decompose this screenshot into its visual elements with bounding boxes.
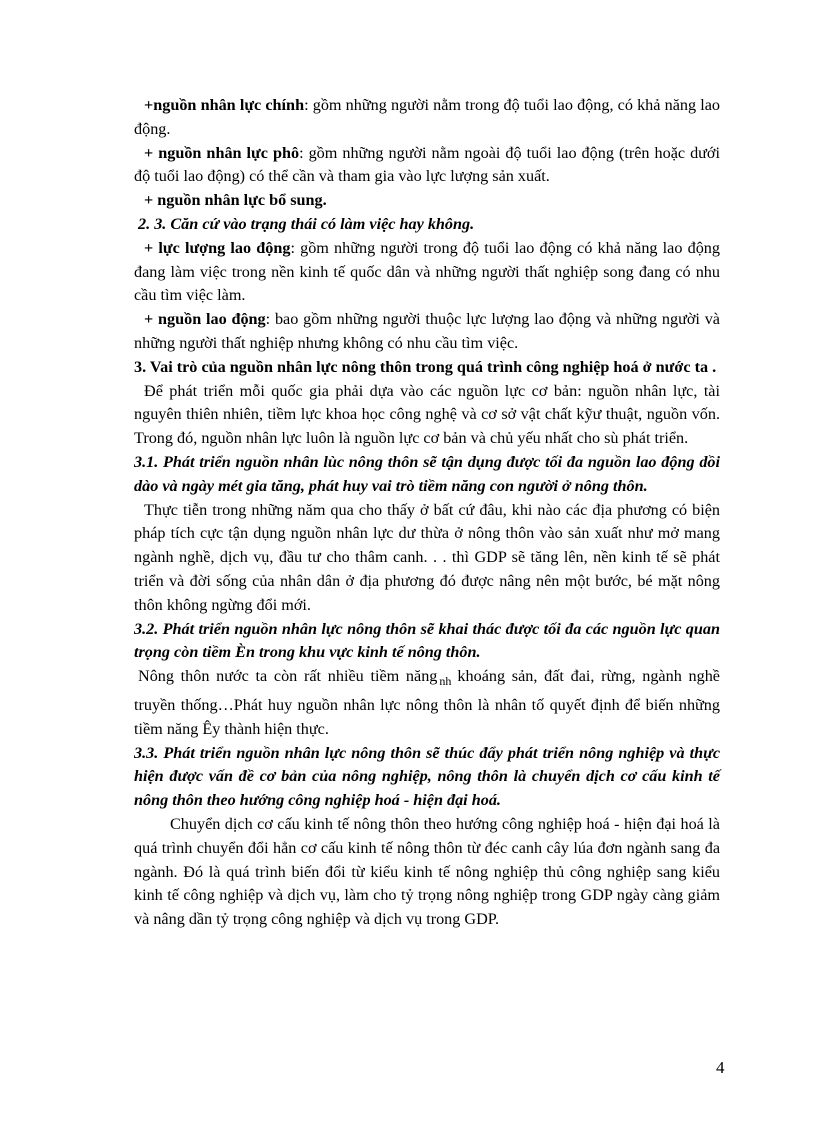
potential-text-a: Nông thôn nước ta còn rất nhiều tiềm năng <box>138 667 438 686</box>
heading-3-1: 3.1. Phát triển nguồn nhân lùc nông thôn sẽ tận dụng được tối đa nguồn lao động dồi dào và ngày mét gia tăng, phát huy vai trò tiềm năng con người ở nông thôn. <box>134 452 720 495</box>
potential-subscript: nh <box>439 674 452 689</box>
potential-text-b: khoáng sản, đất đai, rừng, ngành nghề truyền thống…Phát huy nguồn nhân lực nông thôn là nhân tố quyết định để biến những tiềm năng Êy thành hiện thực. <box>134 667 720 738</box>
term-labor-source: + nguồn lao động <box>144 310 266 329</box>
paragraph-supplementary-workforce <box>134 189 720 213</box>
heading-2-3: 2. 3. Căn cứ vào trạng thái có làm việc hay không. <box>138 214 475 233</box>
paragraph-labor-source <box>134 308 720 356</box>
term-main-workforce: +nguồn nhân lực chính <box>144 96 305 114</box>
paragraph-rural-potential <box>134 665 720 741</box>
definition-labor-source: : bao gồm những người thuộc lực lượng lao động và những người và những người thất nghiệp nhưng không có nhu cầu tìm việc. <box>134 310 720 352</box>
paragraph-restructuring: Chuyển dịch cơ cấu kinh tế nông thôn theo hướng công nghiệp hoá - hiện đại hoá là quá trình chuyển đổi hẳn cơ cấu kinh tế nông thôn từ đéc canh cây lúa đơn ngành sang đa ngành. Đó là quá trình biến đổi từ kiểu kinh tế nông nghiệp thủ công nghiệp sang kiểu kinh tế công nghiệp và dịch vụ, làm cho tỷ trọng nông nghiệp trong GDP ngày càng giảm và nâng dần tỷ trọng công nghiệp và dịch vụ trong GDP. <box>134 814 720 929</box>
term-supplementary-workforce: + nguồn nhân lực bổ sung. <box>144 191 327 210</box>
paragraph-secondary-workforce <box>134 142 720 190</box>
heading-3-3: 3.3. Phát triển nguồn nhân lực nông thôn sẽ thúc đẩy phát triển nông nghiệp và thực hiện được vấn đề cơ bản của nông nghiệp, nông thôn là chuyển dịch cơ cấu kinh tế nông thôn theo hướng công nghiệp hoá - hiện đại hoá. <box>134 743 720 810</box>
term-secondary-workforce: + nguồn nhân lực phô <box>144 143 300 162</box>
paragraph-practice: Thực tiễn trong những năm qua cho thấy ở bất cứ đâu, khi nào các địa phương có biện pháp tích cực tận dụng nguồn nhân lực dư thừa ở nông thôn vào sản xuất như mở mang ngành nghề, dịch vụ, đầu tư cho thâm canh. . . thì GDP sẽ tăng lên, nền kinh tế sẽ phát triển và đời sống của nhân dân ở địa phương đó được nâng nên một bước, bé mặt nông thôn không ngừng đổi mới. <box>134 500 720 614</box>
heading-3-2: 3.2. Phát triển nguồn nhân lực nông thôn sẽ khai thác được tối đa các nguồn lực quan trọng còn tiềm Èn trong khu vực kinh tế nông thôn. <box>134 619 720 662</box>
paragraph-development-resources: Để phát triển mỗi quốc gia phải dựa vào các nguồn lực cơ bản: nguồn nhân lực, tài nguyên thiên nhiên, tiềm lực khoa học công nghệ và cơ sở vật chất kỹư thuật, nguồn vốn. Trong đó, nguồn nhân lực luôn là nguồn lực cơ bản và chủ yếu nhất cho sù phát triển. <box>134 381 720 448</box>
heading-section-3: 3. Vai trò của nguồn nhân lực nông thôn trong quá trình công nghiệp hoá ở nước ta . <box>134 357 717 376</box>
definition-main-workforce: : gồm những người nằm trong độ tuổi lao động, có khả năng lao động. <box>134 96 721 138</box>
term-labor-force: + lực lượng lao động <box>144 238 291 257</box>
paragraph-main-workforce <box>134 94 720 142</box>
paragraph-labor-force <box>134 237 720 308</box>
page-body <box>134 94 720 932</box>
definition-secondary-workforce: : gồm những người nằm ngoài độ tuổi lao động (trên hoặc dưới độ tuổi lao động) có thể cần và tham gia vào lực lượng sản xuất. <box>134 143 720 186</box>
definition-labor-force: : gồm những người trong độ tuổi lao động có khả năng lao động đang làm việc trong nền kinh tế quốc dân và những người thất nghiệp song đang có nhu cầu tìm việc làm. <box>134 238 720 305</box>
page-number: 4 <box>716 1058 725 1077</box>
